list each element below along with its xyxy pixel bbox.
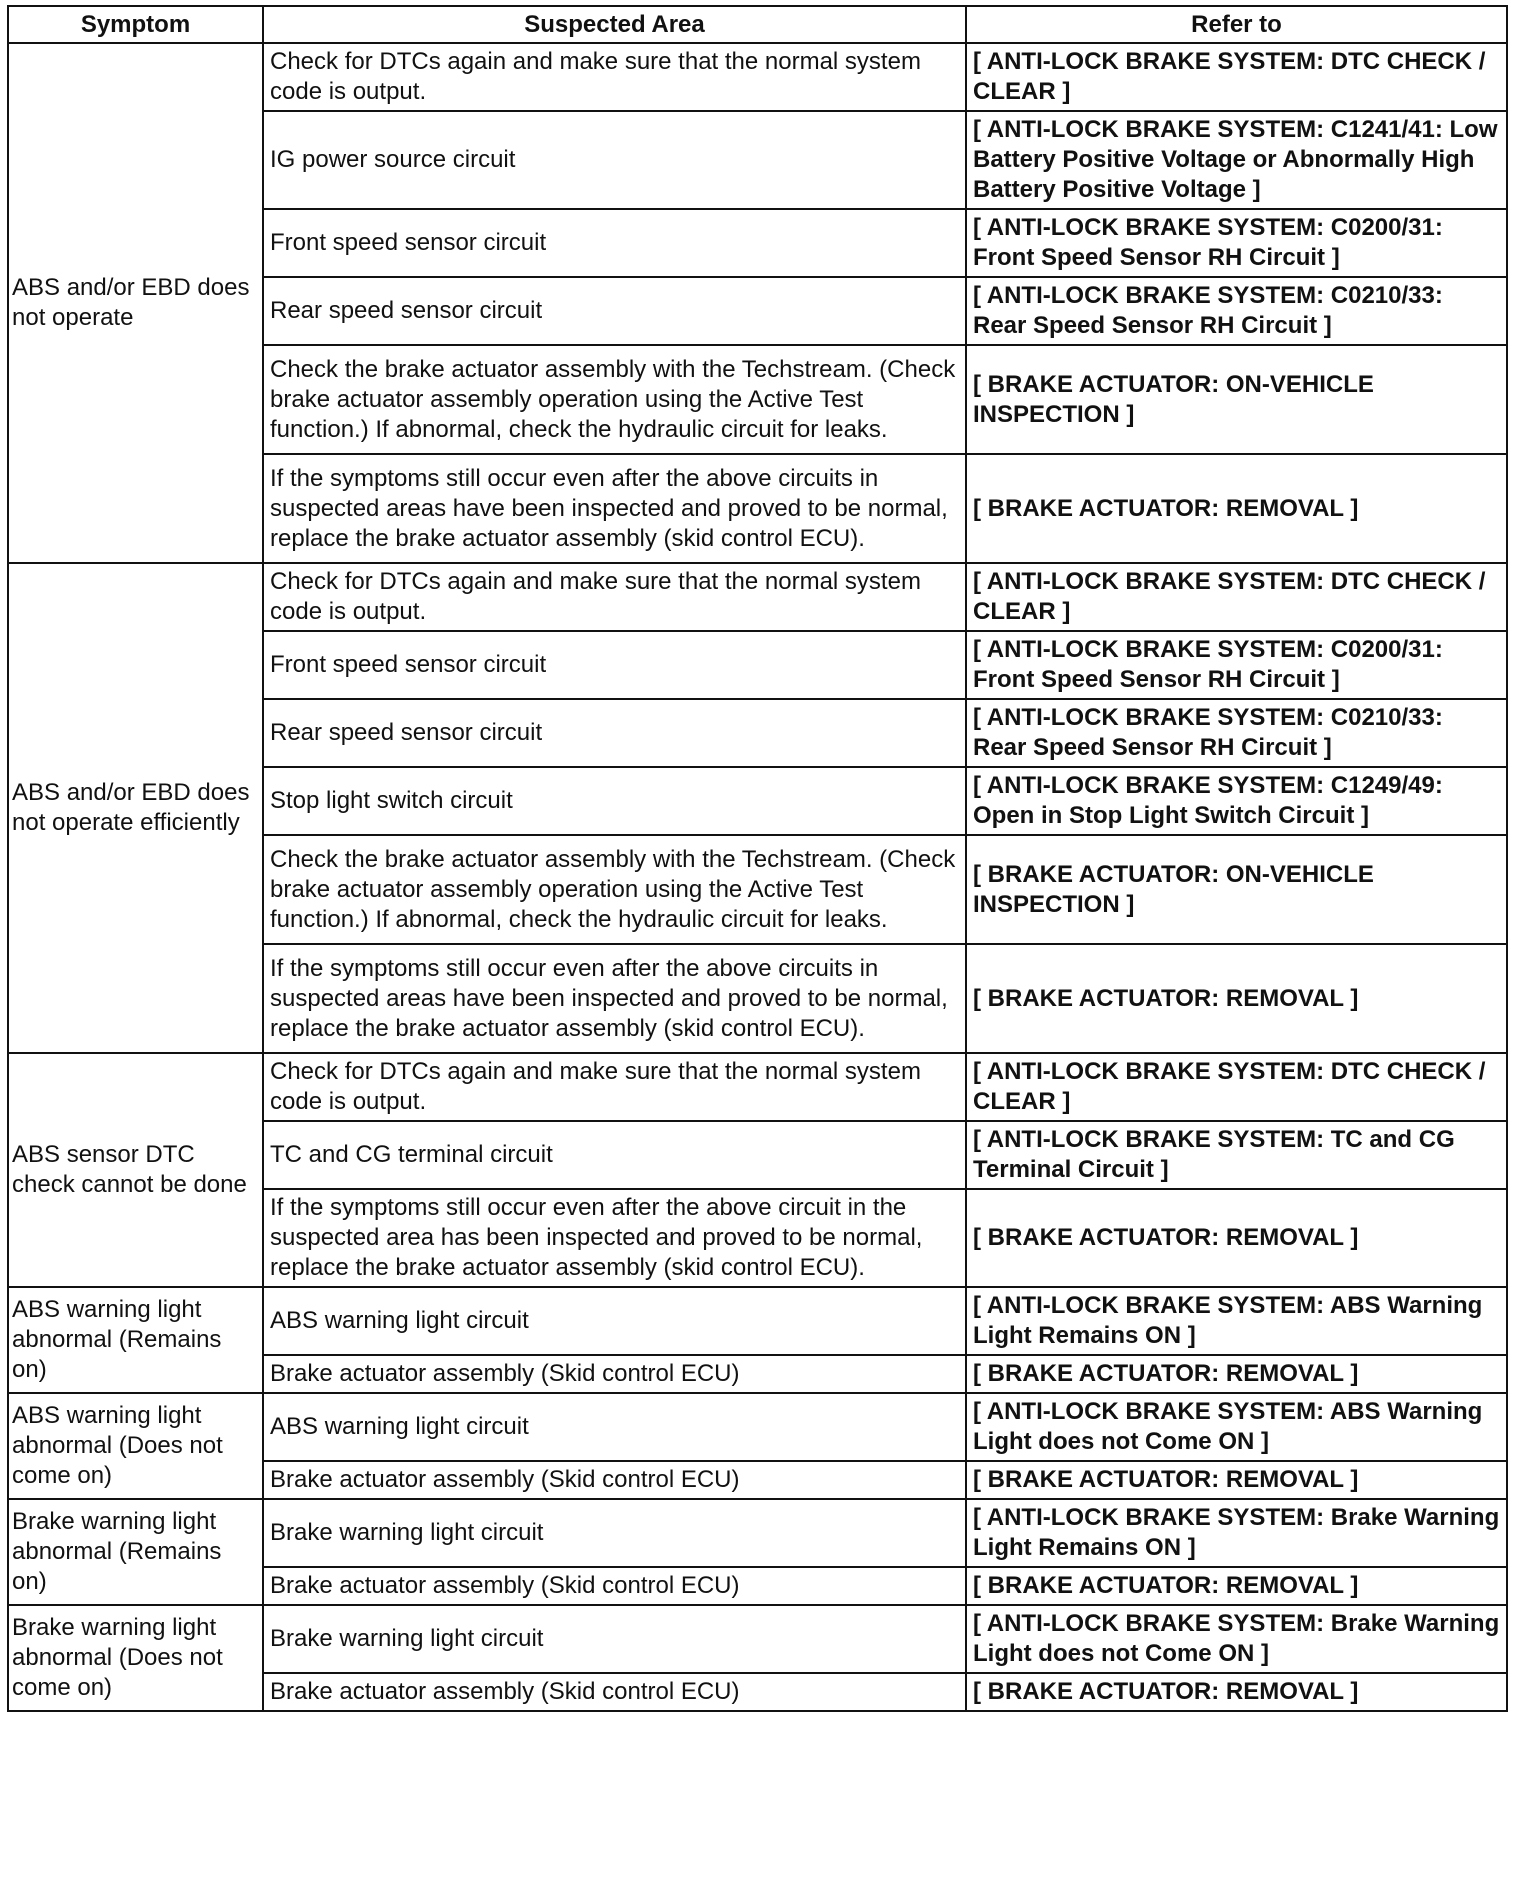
- symptom-cell: Brake warning light abnormal (Remains on): [8, 1499, 263, 1605]
- refer-to-link[interactable]: [ ANTI-LOCK BRAKE SYSTEM: DTC CHECK / CLEAR ]: [966, 1053, 1507, 1121]
- refer-to-link[interactable]: [ BRAKE ACTUATOR: REMOVAL ]: [966, 454, 1507, 563]
- suspected-area-cell: Brake actuator assembly (Skid control ECU): [263, 1355, 966, 1393]
- refer-to-link[interactable]: [ BRAKE ACTUATOR: REMOVAL ]: [966, 944, 1507, 1053]
- suspected-area-cell: If the symptoms still occur even after the above circuit in the suspected area has been inspected and proved to be normal, replace the brake actuator assembly (skid control ECU).: [263, 1189, 966, 1287]
- suspected-area-cell: IG power source circuit: [263, 111, 966, 209]
- suspected-area-cell: Brake actuator assembly (Skid control ECU): [263, 1567, 966, 1605]
- refer-to-link[interactable]: [ ANTI-LOCK BRAKE SYSTEM: DTC CHECK / CLEAR ]: [966, 43, 1507, 111]
- refer-to-link[interactable]: [ ANTI-LOCK BRAKE SYSTEM: Brake Warning Light Remains ON ]: [966, 1499, 1507, 1567]
- suspected-area-cell: Check the brake actuator assembly with the Techstream. (Check brake actuator assembly operation using the Active Test function.) If abnormal, check the hydraulic circuit for leaks.: [263, 345, 966, 454]
- suspected-area-cell: TC and CG terminal circuit: [263, 1121, 966, 1189]
- refer-to-link[interactable]: [ ANTI-LOCK BRAKE SYSTEM: ABS Warning Light Remains ON ]: [966, 1287, 1507, 1355]
- suspected-area-cell: Check for DTCs again and make sure that the normal system code is output.: [263, 1053, 966, 1121]
- suspected-area-cell: Front speed sensor circuit: [263, 631, 966, 699]
- suspected-area-cell: Brake actuator assembly (Skid control ECU): [263, 1673, 966, 1711]
- table-header-row: [8, 6, 1507, 43]
- suspected-area-cell: Rear speed sensor circuit: [263, 699, 966, 767]
- table-row: [8, 563, 1507, 631]
- suspected-area-cell: Brake warning light circuit: [263, 1605, 966, 1673]
- refer-to-link[interactable]: [ ANTI-LOCK BRAKE SYSTEM: C0200/31: Front Speed Sensor RH Circuit ]: [966, 209, 1507, 277]
- table-row: [8, 1053, 1507, 1121]
- suspected-area-cell: Check for DTCs again and make sure that the normal system code is output.: [263, 43, 966, 111]
- symptom-cell: ABS and/or EBD does not operate: [8, 43, 263, 563]
- symptom-cell: ABS warning light abnormal (Remains on): [8, 1287, 263, 1393]
- symptom-cell: Brake warning light abnormal (Does not come on): [8, 1605, 263, 1711]
- header-symptom: Symptom: [8, 6, 263, 43]
- refer-to-link[interactable]: [ ANTI-LOCK BRAKE SYSTEM: C0210/33: Rear Speed Sensor RH Circuit ]: [966, 699, 1507, 767]
- refer-to-link[interactable]: [ ANTI-LOCK BRAKE SYSTEM: TC and CG Terminal Circuit ]: [966, 1121, 1507, 1189]
- refer-to-link[interactable]: [ BRAKE ACTUATOR: REMOVAL ]: [966, 1461, 1507, 1499]
- suspected-area-cell: Check for DTCs again and make sure that the normal system code is output.: [263, 563, 966, 631]
- table-body: [8, 43, 1507, 1711]
- refer-to-link[interactable]: [ ANTI-LOCK BRAKE SYSTEM: DTC CHECK / CLEAR ]: [966, 563, 1507, 631]
- suspected-area-cell: Rear speed sensor circuit: [263, 277, 966, 345]
- suspected-area-cell: If the symptoms still occur even after the above circuits in suspected areas have been inspected and proved to be normal, replace the brake actuator assembly (skid control ECU).: [263, 944, 966, 1053]
- symptom-cell: ABS warning light abnormal (Does not come on): [8, 1393, 263, 1499]
- table-row: [8, 1287, 1507, 1355]
- refer-to-link[interactable]: [ ANTI-LOCK BRAKE SYSTEM: Brake Warning Light does not Come ON ]: [966, 1605, 1507, 1673]
- table-row: [8, 1393, 1507, 1461]
- refer-to-link[interactable]: [ BRAKE ACTUATOR: REMOVAL ]: [966, 1355, 1507, 1393]
- suspected-area-cell: Brake warning light circuit: [263, 1499, 966, 1567]
- refer-to-link[interactable]: [ BRAKE ACTUATOR: REMOVAL ]: [966, 1189, 1507, 1287]
- refer-to-link[interactable]: [ ANTI-LOCK BRAKE SYSTEM: C0200/31: Front Speed Sensor RH Circuit ]: [966, 631, 1507, 699]
- table-row: [8, 1499, 1507, 1567]
- refer-to-link[interactable]: [ ANTI-LOCK BRAKE SYSTEM: C0210/33: Rear Speed Sensor RH Circuit ]: [966, 277, 1507, 345]
- suspected-area-cell: Brake actuator assembly (Skid control ECU): [263, 1461, 966, 1499]
- table-row: [8, 1605, 1507, 1673]
- header-suspected-area: Suspected Area: [263, 6, 966, 43]
- table-row: [8, 43, 1507, 111]
- symptom-cell: ABS sensor DTC check cannot be done: [8, 1053, 263, 1287]
- header-refer-to: Refer to: [966, 6, 1507, 43]
- suspected-area-cell: Check the brake actuator assembly with the Techstream. (Check brake actuator assembly operation using the Active Test function.) If abnormal, check the hydraulic circuit for leaks.: [263, 835, 966, 944]
- refer-to-link[interactable]: [ BRAKE ACTUATOR: REMOVAL ]: [966, 1673, 1507, 1711]
- refer-to-link[interactable]: [ BRAKE ACTUATOR: ON-VEHICLE INSPECTION ]: [966, 345, 1507, 454]
- troubleshooting-table-container: [7, 5, 1506, 1712]
- suspected-area-cell: ABS warning light circuit: [263, 1287, 966, 1355]
- symptom-cell: ABS and/or EBD does not operate efficiently: [8, 563, 263, 1053]
- refer-to-link[interactable]: [ BRAKE ACTUATOR: ON-VEHICLE INSPECTION ]: [966, 835, 1507, 944]
- suspected-area-cell: Stop light switch circuit: [263, 767, 966, 835]
- refer-to-link[interactable]: [ ANTI-LOCK BRAKE SYSTEM: ABS Warning Light does not Come ON ]: [966, 1393, 1507, 1461]
- refer-to-link[interactable]: [ ANTI-LOCK BRAKE SYSTEM: C1241/41: Low Battery Positive Voltage or Abnormally High Battery Positive Voltage ]: [966, 111, 1507, 209]
- symptom-table: [7, 5, 1508, 1712]
- suspected-area-cell: ABS warning light circuit: [263, 1393, 966, 1461]
- refer-to-link[interactable]: [ ANTI-LOCK BRAKE SYSTEM: C1249/49: Open in Stop Light Switch Circuit ]: [966, 767, 1507, 835]
- suspected-area-cell: If the symptoms still occur even after the above circuits in suspected areas have been inspected and proved to be normal, replace the brake actuator assembly (skid control ECU).: [263, 454, 966, 563]
- suspected-area-cell: Front speed sensor circuit: [263, 209, 966, 277]
- refer-to-link[interactable]: [ BRAKE ACTUATOR: REMOVAL ]: [966, 1567, 1507, 1605]
